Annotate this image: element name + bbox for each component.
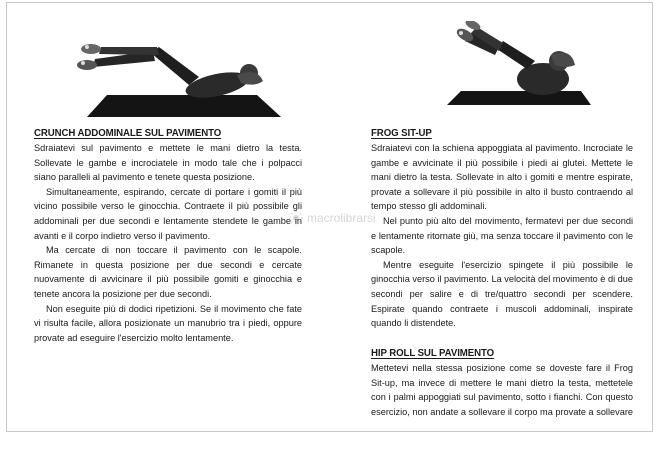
- frog-situp-section: [371, 127, 633, 331]
- crunch-section: [34, 127, 302, 345]
- frog-paragraph-2: Nel punto più alto del movimento, fermatevi per due secondi e lentamente ritornate giù, ma senza toccare il pavimento con le scapole.: [371, 215, 633, 256]
- watermark-text: macrolibrarsi: [307, 211, 376, 225]
- hip-roll-paragraph-1: Mettetevi nella stessa posizione come se doveste fare il Frog Sit-up, ma invece di mettere le mani dietro la testa, mettetele con i palmi appoggiati sul pavimento, sotto i fianchi. Con questo esercizio, non andate a sollevare il corpo ma provate a sollevare: [371, 363, 633, 417]
- book-page: [6, 2, 653, 432]
- exercise-mat: [447, 91, 591, 105]
- crunch-paragraph-3: Ma cercate di non toccare il pavimento con le scapole. Rimanete in questa posizione per due secondi e cercate nuovamente di avvicinare il più possibile gomiti e ginocchia e tenete ancora la posizione per due secondi.: [34, 245, 302, 299]
- frog-situp-heading: FROG SIT-UP: [371, 127, 432, 139]
- crunch-heading: CRUNCH ADDOMINALE SUL PAVIMENTO: [34, 127, 222, 139]
- exercise-mat: [87, 95, 281, 117]
- frog-paragraph-1: Sdraiatevi con la schiena appoggiata al pavimento. Incrociate le gambe e avvicinate il più possibile i piedi ai glutei. Mettete le mani dietro la testa. Sollevate in alto i gomiti e mentre espirate, provate a sollevare il più possibile in alto il busto contraendo al tempo stesso gli addominali.: [371, 143, 633, 212]
- frog-paragraph-3: Mentre eseguite l'esercizio spingete il più possibile le ginocchia verso il pavimento. La velocità del movimento è di due secondi per salire e di tre/quattro secondi per scendere. Espirate quando contraete i muscoli addominali, inspirate quando li distendete.: [371, 259, 633, 329]
- watermark: [289, 211, 376, 225]
- hip-roll-section: [371, 347, 633, 419]
- crunch-paragraph-4: Non eseguite più di dodici ripetizioni. Se il movimento che fate vi risulta facile, allora posizionate un manubrio tra i piedi, oppure provate ad eseguire l'esercizio molto lentamente.: [34, 303, 302, 343]
- hip-roll-heading: HIP ROLL SUL PAVIMENTO: [371, 347, 495, 359]
- frog-situp-illustration: [443, 21, 593, 117]
- crunch-paragraph-2: Simultaneamente, espirando, cercate di portare i gomiti il più vicino possibile verso le ginocchia. Contraete il più possibile gli addominali per due secondi e lentamente stendete le gambe in avanti e il corpo indietro verso il pavimento.: [34, 186, 302, 241]
- crunch-illustration: [67, 23, 287, 123]
- crunch-paragraph-1: Sdraiatevi sul pavimento e mettete le mani dietro la testa. Sollevate le gambe e incrociatele in modo tale che i polpacci siano paralleli al pavimento e tenete questa posizione.: [34, 143, 302, 183]
